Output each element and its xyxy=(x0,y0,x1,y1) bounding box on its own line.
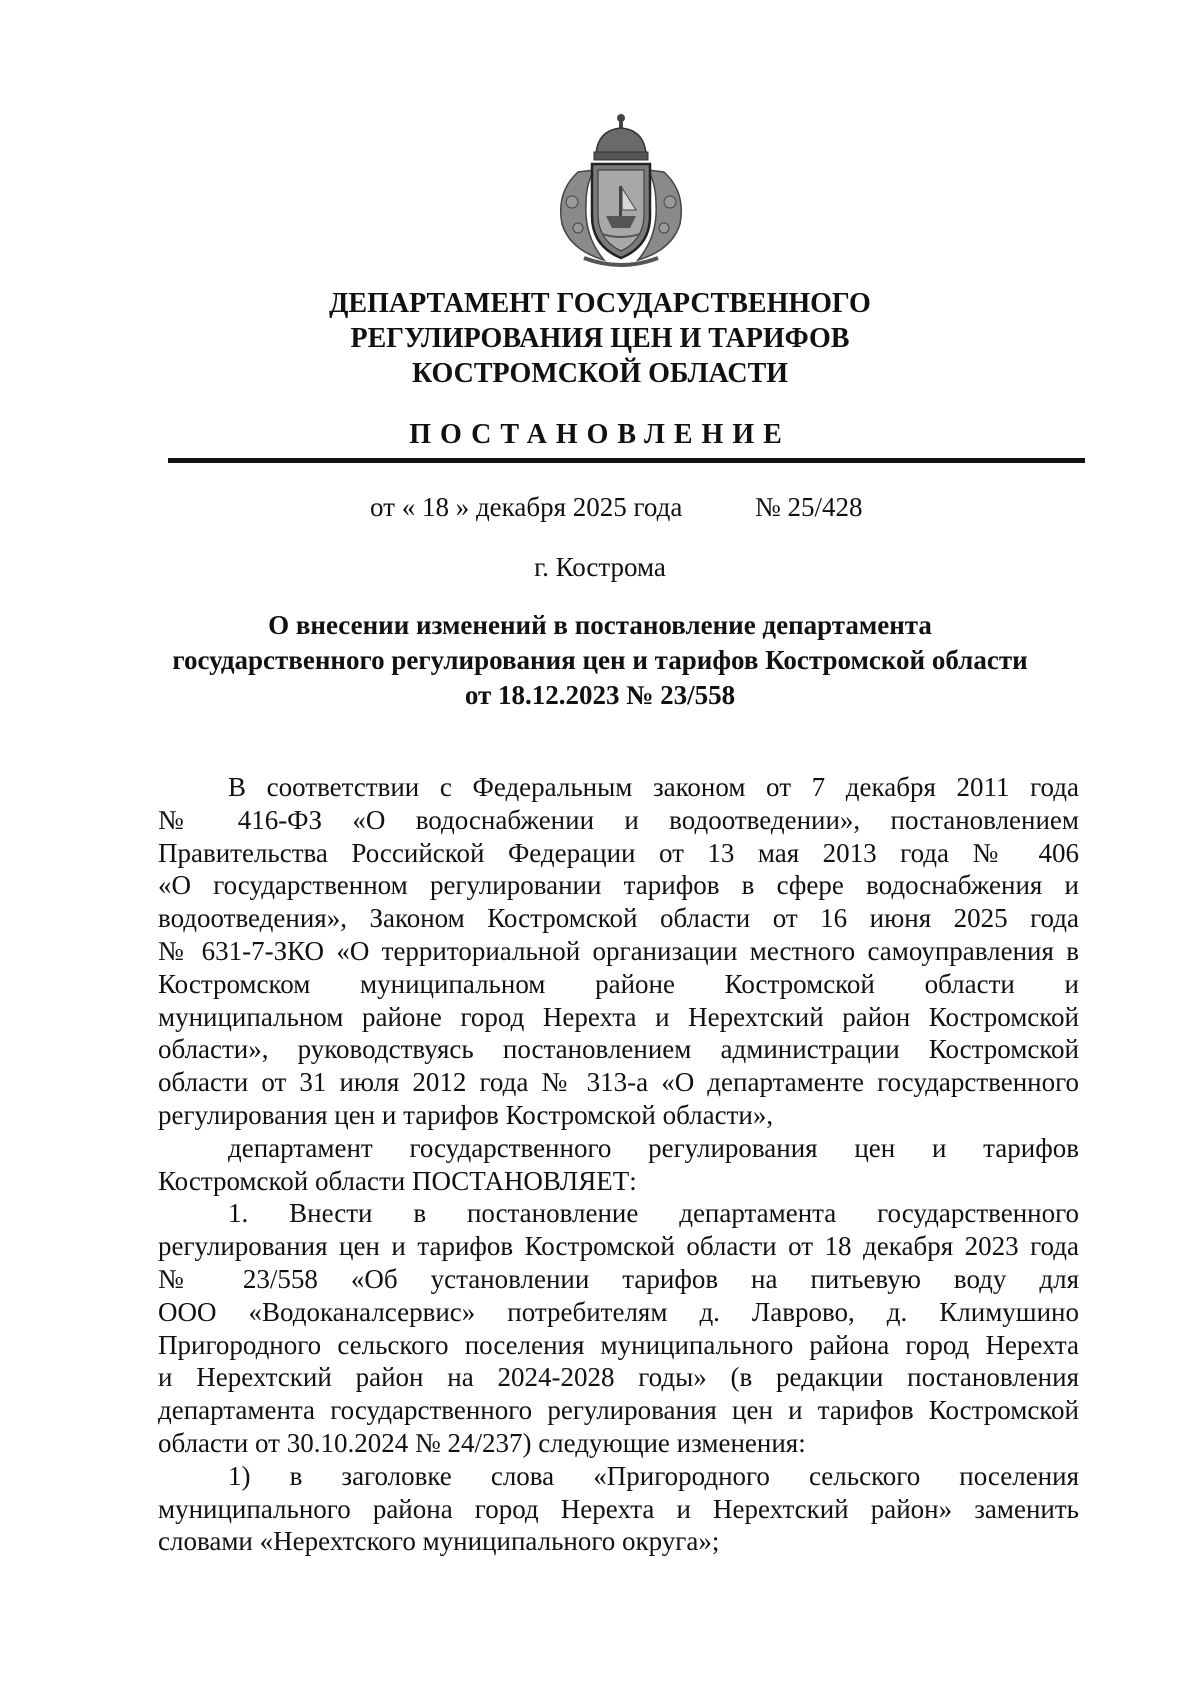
body-line: муниципальном районе город Нерехта и Нерехтский район Костромской xyxy=(158,1001,1079,1032)
body-line: № 631-7-ЗКО «О территориальной организации местного самоуправления в xyxy=(158,935,1079,966)
body-line: Правительства Российской Федерации от 13 мая 2013 года № 406 xyxy=(158,837,1079,868)
body-line: «О государственном регулировании тарифов в сфере водоснабжения и xyxy=(158,870,1079,901)
body-line: области от 31 июля 2012 года № 313-а «О департаменте государственного xyxy=(158,1067,1079,1098)
body-line: области», руководствуясь постановлением администрации Костромской xyxy=(158,1034,1079,1065)
subject-line-3: от 18.12.2023 № 23/558 xyxy=(464,680,736,710)
department-name xyxy=(0,286,1200,391)
document-type-title: ПОСТАНОВЛЕНИЕ xyxy=(409,419,791,450)
body-line: водоотведения», Законом Костромской области от 16 июня 2025 года xyxy=(158,903,1079,934)
department-line-2: РЕГУЛИРОВАНИЯ ЦЕН И ТАРИФОВ xyxy=(350,323,850,354)
document-date: от « 18 » декабря 2025 года xyxy=(370,492,683,522)
header-divider xyxy=(168,458,1085,463)
coat-of-arms-icon xyxy=(548,112,694,268)
department-line-3: КОСТРОМСКОЙ ОБЛАСТИ xyxy=(411,358,789,389)
document-subject xyxy=(0,608,1200,713)
document-body xyxy=(158,771,1079,1558)
department-line-1: ДЕПАРТАМЕНТ ГОСУДАРСТВЕННОГО xyxy=(329,288,871,319)
document-city: г. Кострома xyxy=(534,552,666,582)
body-line: ООО «Водоканалсервис» потребителям д. Лаврово, д. Климушино xyxy=(158,1296,1079,1327)
body-line: Пригородного сельского поселения муниципального района город Нерехта xyxy=(158,1329,1079,1360)
subject-line-1: О внесении изменений в постановление департамента xyxy=(268,610,932,640)
body-line: и Нерехтский район на 2024-2028 годы» (в редакции постановления xyxy=(158,1362,1079,1393)
body-line: департамента государственного регулирования цен и тарифов Костромской xyxy=(158,1395,1079,1426)
body-line: муниципального района город Нерехта и Нерехтский район» заменить xyxy=(158,1493,1079,1524)
body-line: регулирования цен и тарифов Костромской области», xyxy=(158,1099,774,1130)
body-line: № 416-ФЗ «О водоснабжении и водоотведении», постановлением xyxy=(158,804,1079,835)
body-line: департамент государственного регулирования цен и тарифов xyxy=(228,1132,1079,1163)
body-line: словами «Нерехтского муниципального округа»; xyxy=(158,1526,720,1557)
body-line: 1. Внести в постановление департамента государственного xyxy=(228,1198,1079,1229)
body-line: Костромской области ПОСТАНОВЛЯЕТ: xyxy=(158,1165,637,1196)
body-line: регулирования цен и тарифов Костромской области от 18 декабря 2023 года xyxy=(158,1231,1079,1262)
document-number: № 25/428 xyxy=(755,492,863,522)
body-line: области от 30.10.2024 № 24/237) следующие изменения: xyxy=(158,1427,806,1458)
body-line: В соответствии с Федеральным законом от 7 декабря 2011 года xyxy=(228,772,1079,802)
body-line: 1) в заголовке слова «Пригородного сельского поселения xyxy=(228,1460,1079,1491)
body-line: Костромском муниципальном районе Костромской области и xyxy=(158,968,1079,999)
body-line: № 23/558 «Об установлении тарифов на питьевую воду для xyxy=(158,1263,1079,1294)
subject-line-2: государственного регулирования цен и тарифов Костромской области xyxy=(172,645,1028,675)
